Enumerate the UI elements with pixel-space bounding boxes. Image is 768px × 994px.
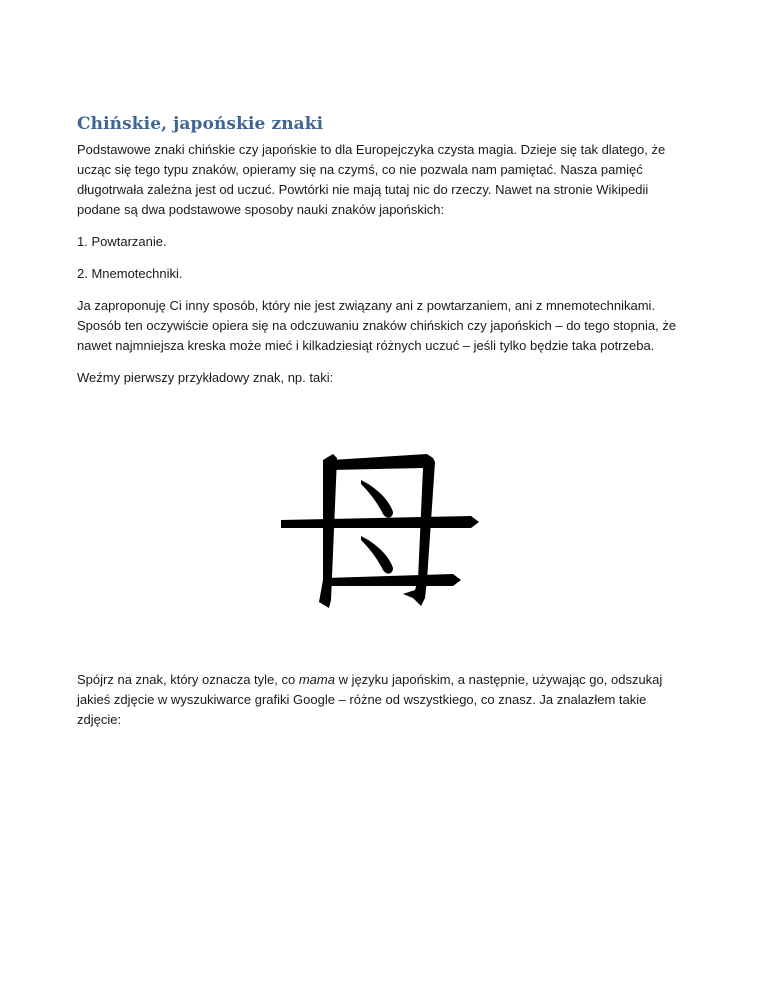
page-title: Chińskie, japońskie znaki — [77, 114, 324, 134]
list-item-mnemonics: 2. Mnemotechniki. — [77, 266, 183, 281]
intro-paragraph: Podstawowe znaki chińskie czy japońskie to dla Europejczyka czysta magia. Dzieje się tak dlatego, że ucząc się tego typu znaków, opieramy się na czymś, co nie pozwala nam pamiętać. Nasza pamięć długotrwała zależna jest od uczuć. Powtórki nie mają tutaj nic do rzeczy. Nawet na stronie Wikipedii podane są dwa podstawowe sposoby nauki znaków japońskich: — [77, 142, 666, 217]
closing-paragraph — [77, 670, 677, 730]
kanji-figure — [77, 440, 677, 670]
mama-emphasis: mama — [298, 672, 335, 687]
list-item-repetition: 1. Powtarzanie. — [77, 234, 167, 249]
proposal-paragraph: Ja zaproponuję Ci inny sposób, który nie jest związany ani z powtarzaniem, ani z mnemotechnikami. Sposób ten oczywiście opiera się na odczuwaniu znaków chińskich czy japońskich – do tego stopnia, że nawet najmniejsza kreska może mieć i kilkadziesiąt różnych uczuć – jeśli tylko będzie taka potrzeba. — [77, 298, 677, 353]
document-body — [77, 113, 677, 742]
closing-text-after: w języku japońskim, a następnie, używając go, odszukaj jakieś zdjęcie w wyszukiwarce grafiki Google – różne od wszystkiego, co znasz. Ja znalazłem takie zdjęcie: — [77, 672, 663, 727]
closing-text-before: Spójrz na znak, który oznacza tyle, co — [77, 672, 299, 687]
example-intro-paragraph: Weźmy pierwszy przykładowy znak, np. taki: — [77, 370, 334, 385]
kanji-mother-image — [275, 440, 485, 610]
